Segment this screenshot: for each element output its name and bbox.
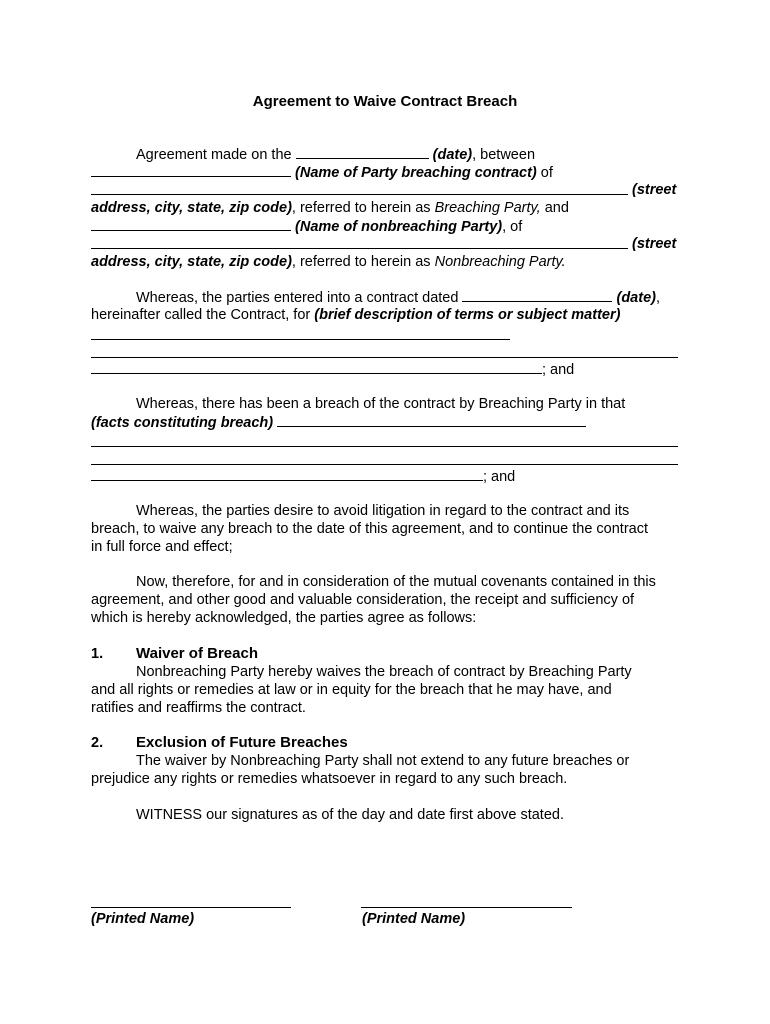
p1-line5: (Name of nonbreaching Party), of [91, 217, 522, 235]
signature-line-right[interactable] [361, 907, 572, 908]
printed-name-label-left: (Printed Name) [91, 911, 195, 927]
s2-line2: prejudice any rights or remedies whatsoever in regard to any such breach. [91, 771, 568, 787]
p3-line2: (facts constituting breach) [91, 413, 586, 431]
facts-blank-3[interactable] [91, 464, 678, 465]
description-blank-2[interactable] [91, 357, 678, 358]
p1-line7: address, city, state, zip code), referred to herein as Nonbreaching Party. [91, 254, 566, 270]
facts-blank-4[interactable] [91, 467, 483, 481]
facts-blank-1[interactable] [277, 413, 586, 427]
nonbreaching-party-name-blank[interactable] [91, 217, 291, 231]
printed-name-label-right: (Printed Name) [362, 911, 466, 927]
section-2-heading: Exclusion of Future Breaches [136, 734, 348, 751]
p1-street-label: (street [632, 182, 677, 198]
p4-line2: breach, to waive any breach to the date of this agreement, and to continue the contract [91, 521, 648, 537]
s1-line1: Nonbreaching Party hereby waives the breach of contract by Breaching Party [136, 664, 632, 680]
breaching-address-blank[interactable] [91, 194, 628, 195]
p5-line3: which is hereby acknowledged, the parties agree as follows: [91, 610, 477, 626]
p1-line4: address, city, state, zip code), referred to herein as Breaching Party, and [91, 200, 569, 216]
p2-line1: Whereas, the parties entered into a contract dated (date), [136, 290, 660, 306]
p3-line1: Whereas, there has been a breach of the contract by Breaching Party in that [136, 396, 626, 412]
date-blank[interactable] [296, 145, 429, 159]
p3-line5: ; and [91, 467, 515, 485]
p4-line1: Whereas, the parties desire to avoid litigation in regard to the contract and its [136, 503, 630, 519]
document-title: Agreement to Waive Contract Breach [252, 93, 518, 110]
p2-line5: ; and [91, 360, 574, 378]
contract-date-blank[interactable] [462, 288, 612, 302]
description-blank-1[interactable] [91, 339, 510, 340]
breaching-party-name-blank[interactable] [91, 163, 291, 177]
description-blank-3[interactable] [91, 360, 542, 374]
witness-statement: WITNESS our signatures as of the day and date first above stated. [136, 807, 564, 823]
s1-line2: and all rights or remedies at law or in equity for the breach that he may have, and [91, 682, 612, 698]
signature-line-left[interactable] [91, 907, 291, 908]
s2-line1: The waiver by Nonbreaching Party shall not extend to any future breaches or [136, 753, 630, 769]
facts-blank-2[interactable] [91, 446, 678, 447]
p2-line2: hereinafter called the Contract, for (brief description of terms or subject matter) [91, 307, 621, 323]
p1-street2-label: (street [632, 236, 677, 252]
p4-line3: in full force and effect; [91, 539, 233, 555]
section-1-number: 1. [91, 646, 104, 662]
p1-line2: (Name of Party breaching contract) of [91, 163, 553, 181]
p5-line1: Now, therefore, for and in consideration of the mutual covenants contained in this [136, 574, 656, 590]
nonbreaching-address-blank[interactable] [91, 248, 628, 249]
section-2-number: 2. [91, 735, 104, 751]
p1-line1: Agreement made on the (date), between [136, 147, 536, 163]
p5-line2: agreement, and other good and valuable consideration, the receipt and sufficiency of [91, 592, 635, 608]
section-1-heading: Waiver of Breach [136, 645, 258, 662]
s1-line3: ratifies and reaffirms the contract. [91, 700, 306, 716]
